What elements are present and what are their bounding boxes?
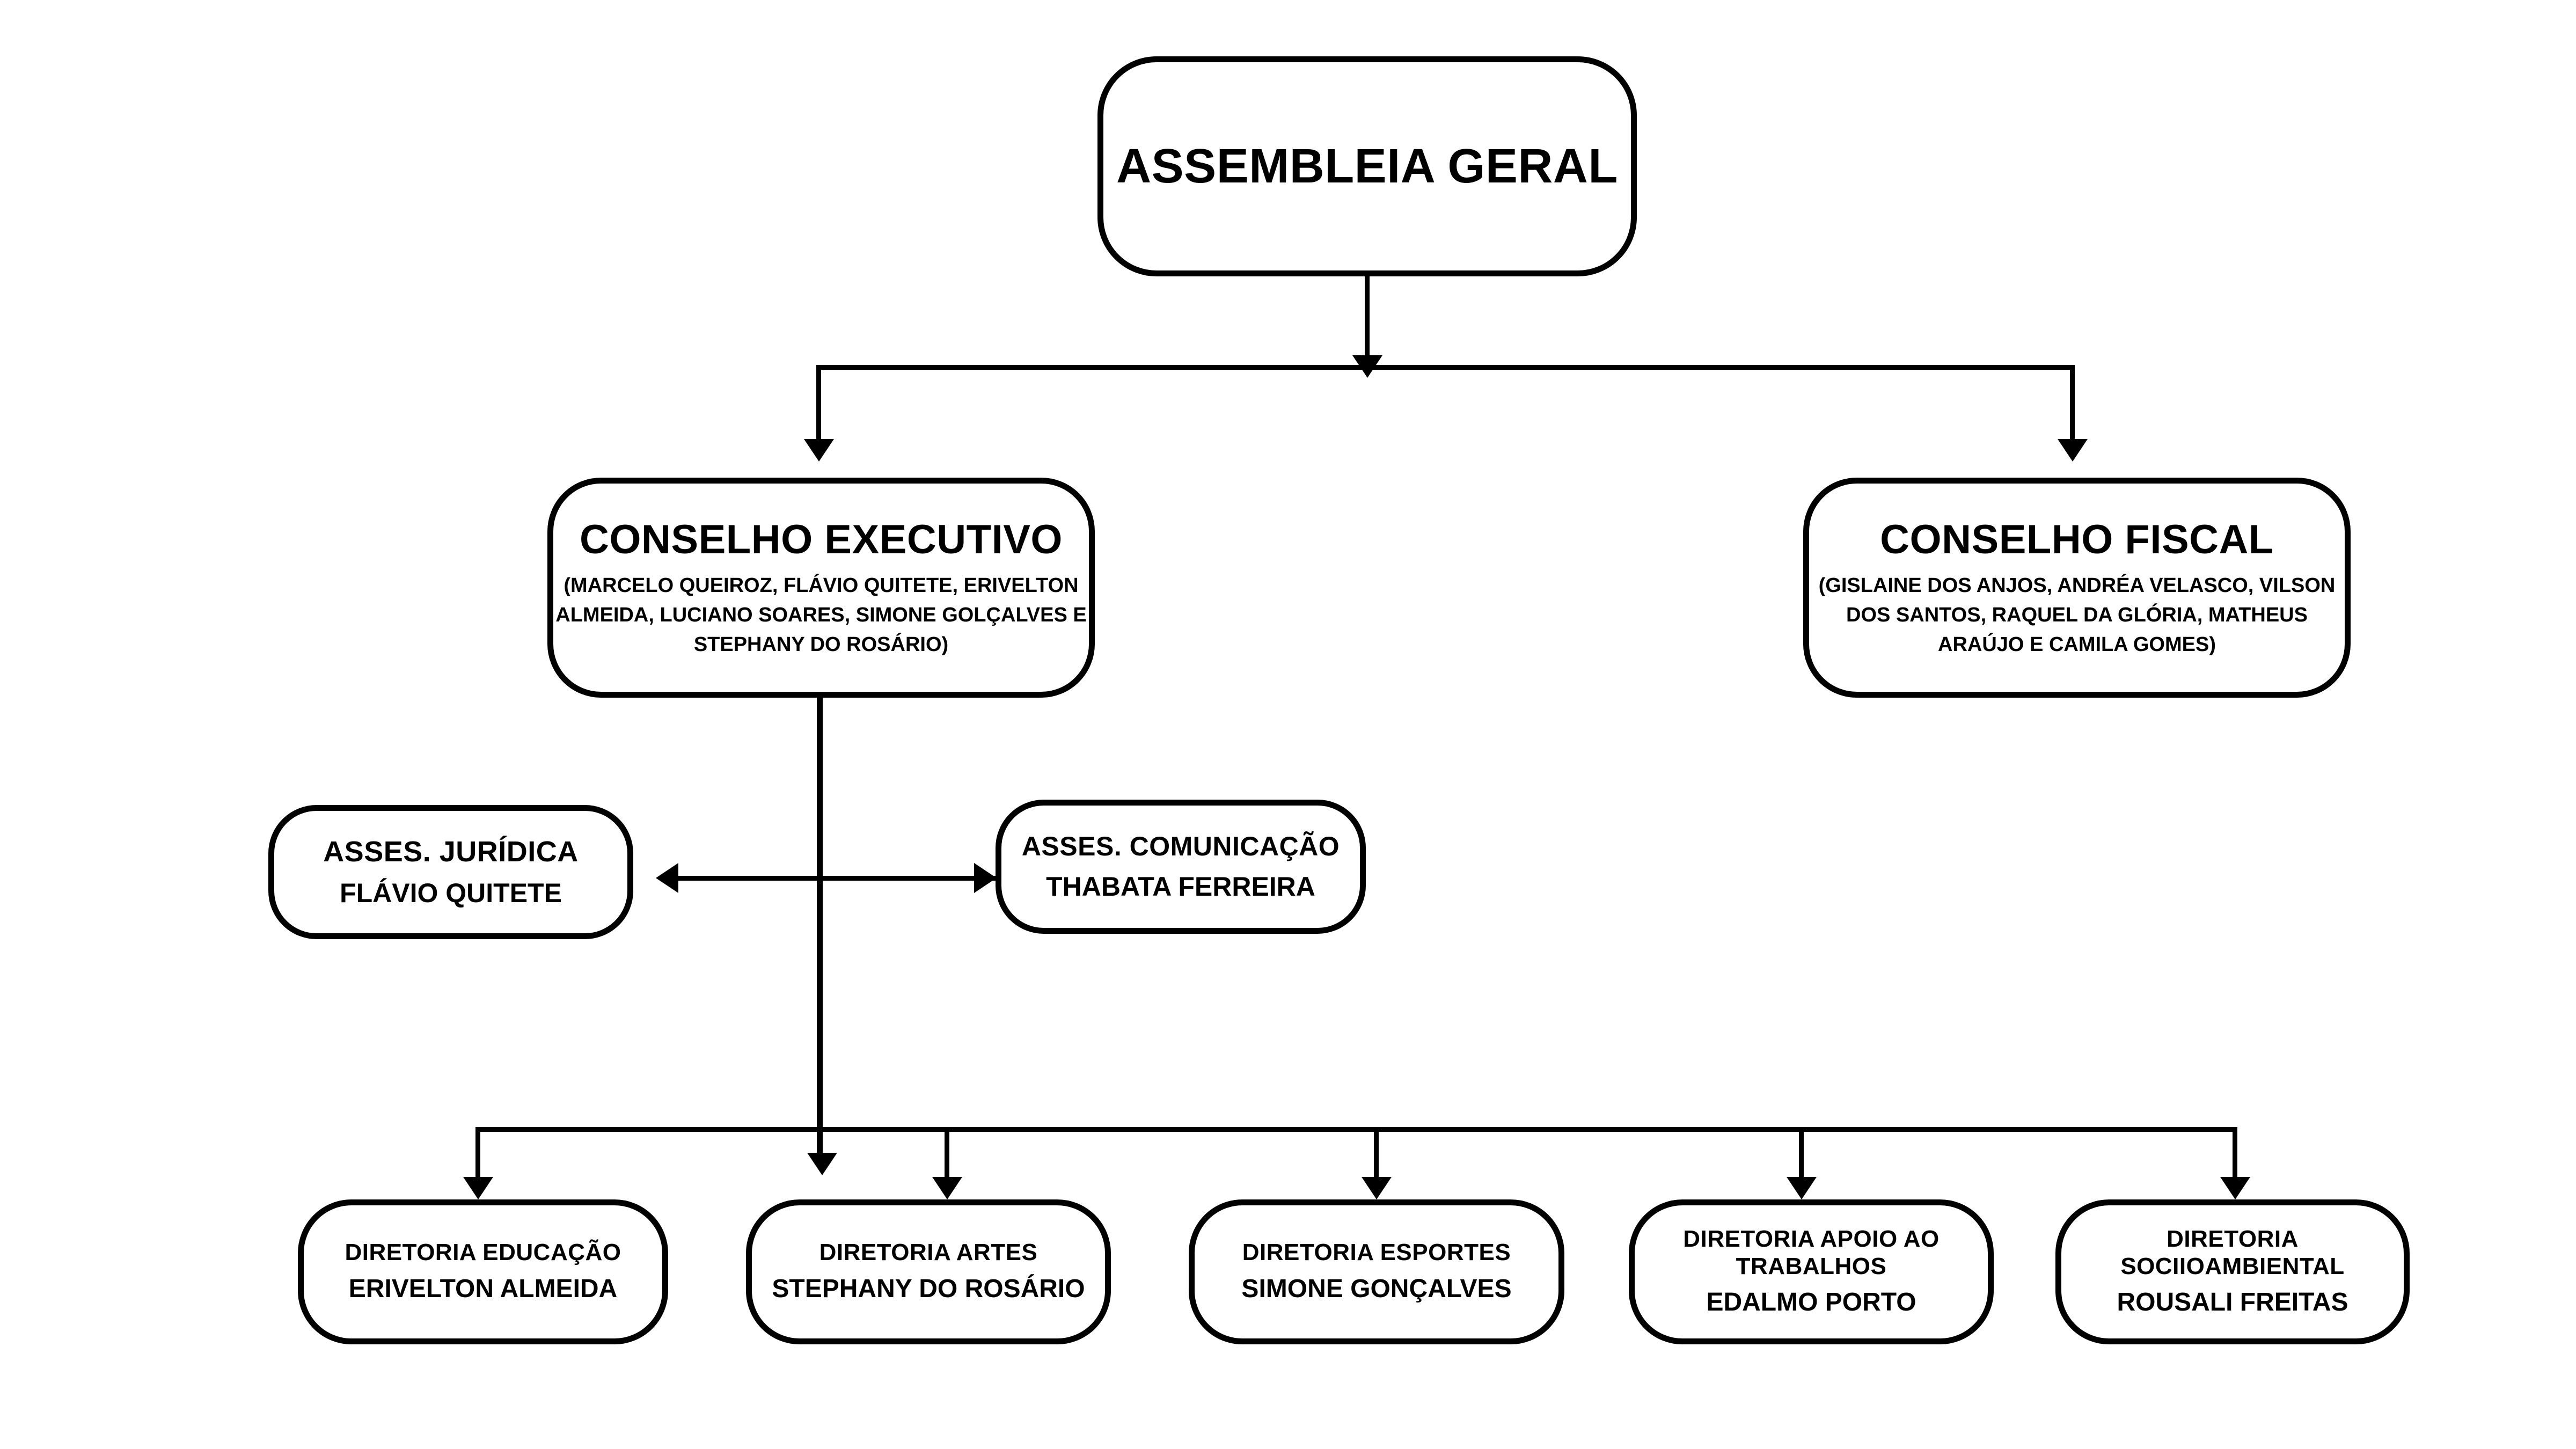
node-assembleia-geral-title: ASSEMBLEIA GERAL <box>1116 139 1618 193</box>
arrowhead-dir-apoio <box>1787 1177 1817 1199</box>
arrowhead-asses-comunicacao <box>974 863 997 893</box>
node-diretoria-artes[interactable] <box>746 1199 1111 1344</box>
node-conselho-fiscal-title: CONSELHO FISCAL <box>1880 516 2274 562</box>
node-diretoria-artes-title: DIRETORIA ARTES <box>819 1239 1038 1266</box>
node-diretoria-apoio-ao-trabalhos[interactable] <box>1629 1199 1994 1344</box>
arrowhead-asses-juridica <box>656 863 678 893</box>
node-diretoria-educacao-title: DIRETORIA EDUCAÇÃO <box>345 1239 621 1266</box>
node-asses-comunicacao-title: ASSES. COMUNICAÇÃO <box>1021 831 1340 861</box>
node-diretoria-apoio-person: EDALMO PORTO <box>1706 1288 1916 1317</box>
node-asses-juridica-title: ASSES. JURÍDICA <box>323 835 579 868</box>
arrowhead-dir-socioambiental <box>2220 1177 2250 1199</box>
node-diretoria-educacao[interactable] <box>298 1199 668 1344</box>
node-conselho-fiscal-members: (GISLAINE DOS ANJOS, ANDRÉA VELASCO, VILSON DOS SANTOS, RAQUEL DA GLÓRIA, MATHEUS ARAÚJO E CAMILA GOMES) <box>1818 574 2336 656</box>
connector-to-conselho-fiscal <box>2070 365 2075 445</box>
node-conselho-fiscal[interactable] <box>1803 478 2351 698</box>
node-diretoria-socioambiental-title: DIRETORIA SOCIIOAMBIENTAL <box>2120 1226 2345 1279</box>
connector-to-conselho-executivo <box>816 365 821 445</box>
arrowhead-dir-esportes <box>1362 1177 1392 1199</box>
connector-assessorias-bar <box>660 876 996 881</box>
arrowhead-conselho-executivo <box>804 439 834 462</box>
node-conselho-executivo[interactable] <box>547 478 1095 698</box>
node-asses-comunicacao-person: THABATA FERREIRA <box>1046 872 1315 902</box>
connector-assembleia-stem <box>1365 276 1370 365</box>
node-asses-comunicacao[interactable] <box>996 800 1366 934</box>
node-diretoria-esportes-person: SIMONE GONÇALVES <box>1241 1274 1512 1303</box>
node-diretoria-socioambiental[interactable] <box>2055 1199 2410 1344</box>
node-diretoria-socioambiental-person: ROUSALI FREITAS <box>2117 1288 2348 1317</box>
connector-top-bus <box>816 365 2075 370</box>
connector-executivo-spine <box>817 698 823 1157</box>
arrowhead-dir-artes <box>932 1177 962 1199</box>
arrowhead-executivo-to-diretorias <box>807 1153 837 1175</box>
node-conselho-executivo-members: (MARCELO QUEIROZ, FLÁVIO QUITETE, ERIVELTON ALMEIDA, LUCIANO SOARES, SIMONE GOLÇALVES E STEPHANY DO ROSÁRIO) <box>555 574 1087 656</box>
connector-diretorias-bus <box>475 1127 2235 1132</box>
node-conselho-executivo-title: CONSELHO EXECUTIVO <box>580 516 1063 562</box>
node-diretoria-educacao-person: ERIVELTON ALMEIDA <box>348 1274 618 1303</box>
arrowhead-dir-educacao <box>463 1177 493 1199</box>
node-assembleia-geral[interactable] <box>1097 56 1637 276</box>
node-diretoria-esportes[interactable] <box>1189 1199 1564 1344</box>
node-diretoria-artes-person: STEPHANY DO ROSÁRIO <box>772 1274 1085 1303</box>
node-diretoria-apoio-title: DIRETORIA APOIO AO TRABALHOS <box>1683 1226 1940 1279</box>
node-asses-juridica[interactable] <box>268 805 633 939</box>
arrowhead-conselho-fiscal <box>2058 439 2088 462</box>
node-diretoria-esportes-title: DIRETORIA ESPORTES <box>1242 1239 1511 1266</box>
node-asses-juridica-person: FLÁVIO QUITETE <box>340 878 562 909</box>
